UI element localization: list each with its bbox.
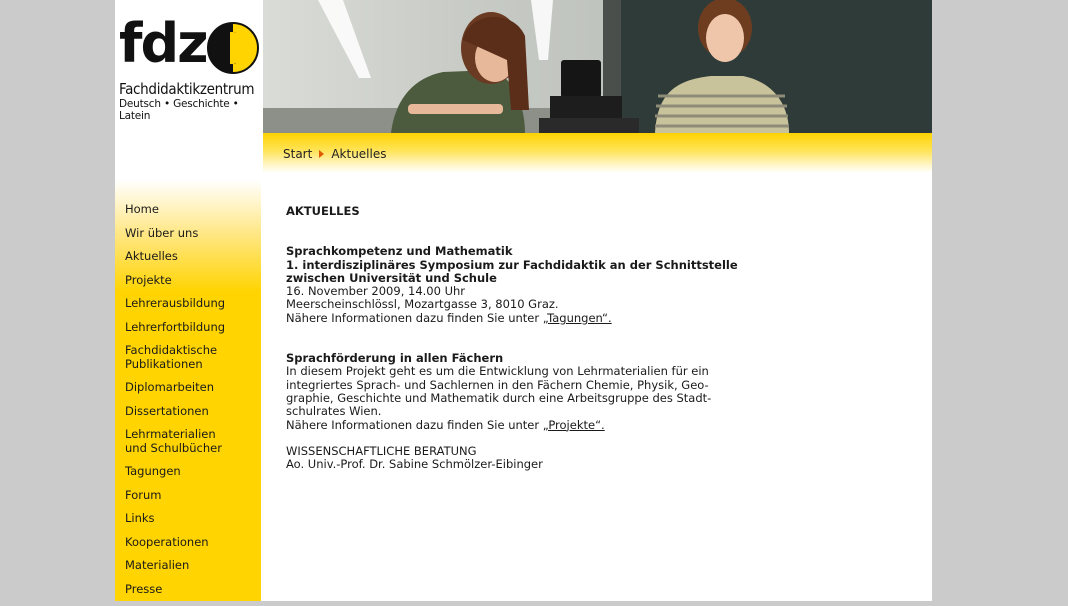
sidebar-item-forum[interactable]: Forum: [125, 487, 162, 502]
news-title: Sprachförderung in allen Fächern: [286, 351, 504, 366]
sidebar-item-materialien[interactable]: Materialien: [125, 558, 190, 572]
breadcrumb-current[interactable]: Aktuelles: [331, 147, 387, 161]
sidebar-item-presse[interactable]: Presse: [125, 581, 163, 596]
sidebar-item-kooperationen[interactable]: Kooperationen: [125, 534, 209, 549]
advisory-label: WISSENSCHAFTLICHE BERATUNG: [286, 443, 477, 458]
news-item-symposium: [286, 245, 756, 325]
news-title: Sprachkompetenz und Mathematik: [286, 244, 513, 259]
main-content: [286, 205, 756, 471]
sidebar-item-lehrerausbildung[interactable]: Lehrerausbildung: [125, 296, 226, 310]
breadcrumb-start[interactable]: Start: [283, 147, 313, 161]
logo-title: Fachdidaktikzentrum: [119, 80, 255, 98]
sidebar-item-diplomarbeiten[interactable]: Diplomarbeiten: [125, 380, 215, 394]
breadcrumb: [283, 147, 386, 161]
site-logo[interactable]: [115, 0, 263, 133]
news-text: In diesem Projekt geht es um die Entwicklung von Lehrmaterialien für ein integriertes Sprach- und Sachlernen in den Fächern Chemie, Physik, Geo-graphie, Geschichte und Mathematik durch eine Arbeitsgruppe des Stadt-schulrates Wien.: [286, 364, 712, 419]
projekte-link[interactable]: „Projekte“.: [542, 417, 605, 432]
sidebar-nav: [125, 203, 235, 606]
sidebar-item-tagungen[interactable]: Tagungen: [125, 464, 181, 478]
sidebar-item-fachdidaktische-publikationen[interactable]: Fachdidaktische Publikationen: [125, 343, 218, 371]
breadcrumb-arrow-icon: [319, 150, 324, 158]
news-info: [286, 312, 756, 325]
sidebar-item-lehrerfortbildung[interactable]: Lehrerfortbildung: [125, 319, 226, 334]
news-location: Meerscheinschlössl, Mozartgasse 3, 8010 Graz.: [286, 297, 559, 312]
tagungen-link[interactable]: „Tagungen“.: [542, 310, 612, 325]
advisory-name: Ao. Univ.-Prof. Dr. Sabine Schmölzer-Eibinger: [286, 457, 543, 472]
logo-circle-icon: [207, 22, 259, 74]
sidebar-item-links[interactable]: Links: [125, 511, 155, 525]
news-item-sprachfoerderung: [286, 352, 756, 432]
sidebar-item-lehrmaterialien[interactable]: Lehrmaterialien und Schulbücher: [125, 427, 222, 455]
logo-subtitle: Deutsch • Geschichte • Latein: [119, 98, 239, 122]
sidebar-item-wir-ueber-uns[interactable]: Wir über uns: [125, 225, 199, 240]
logo-wordmark: fdz: [119, 12, 207, 75]
page-container: [115, 0, 932, 601]
sidebar-item-dissertationen[interactable]: Dissertationen: [125, 403, 209, 418]
sidebar-item-aktuelles[interactable]: Aktuelles: [125, 249, 178, 263]
news-info: [286, 419, 756, 432]
news-date: 16. November 2009, 14.00 Uhr: [286, 284, 466, 299]
page-title: AKTUELLES: [286, 204, 360, 218]
sidebar-item-projekte[interactable]: Projekte: [125, 272, 172, 287]
header-photo: [263, 0, 932, 133]
sidebar-item-home[interactable]: Home: [125, 202, 159, 216]
sidebar: [115, 133, 261, 601]
news-info-text: Nähere Informationen dazu finden Sie unter: [286, 417, 543, 432]
header-photo-illustration: [263, 0, 932, 133]
news-info-text: Nähere Informationen dazu finden Sie unter: [286, 310, 543, 325]
advisory-block: [286, 445, 756, 472]
breadcrumb-bar: [263, 133, 932, 173]
news-subtitle: 1. interdisziplinäres Symposium zur Fachdidaktik an der Schnittstelle zwischen Universität und Schule: [286, 257, 738, 285]
